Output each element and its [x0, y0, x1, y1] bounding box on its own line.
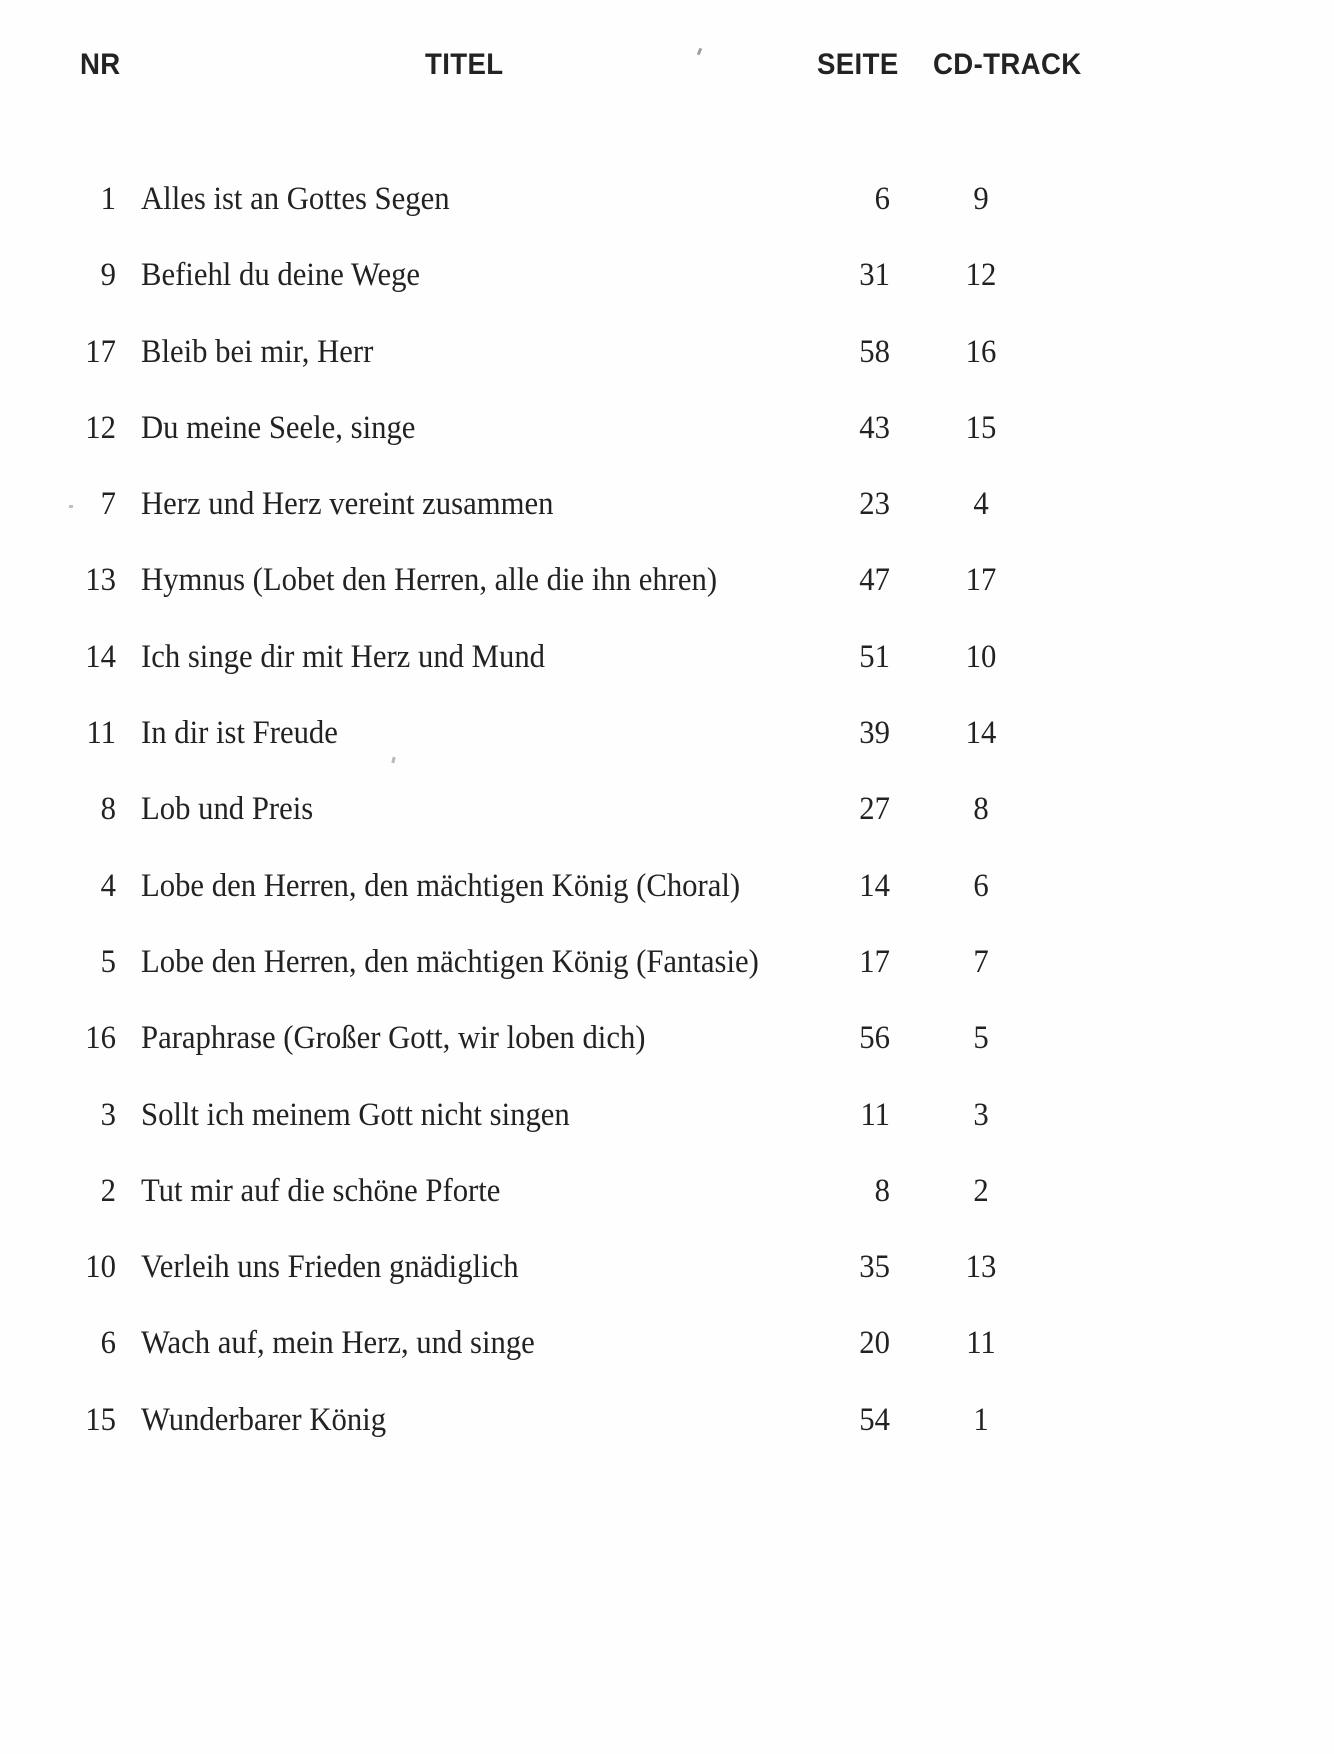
row-nr: 3: [100, 1096, 116, 1133]
row-cd-track: 9: [973, 181, 989, 217]
row-page: 6: [874, 181, 890, 217]
row-title: Tut mir auf die schöne Pforte: [141, 1172, 501, 1209]
row-cd-track: 10: [965, 638, 997, 675]
row-title: Alles ist an Gottes Segen: [141, 181, 450, 217]
row-title: Ich singe dir mit Herz und Mund: [141, 638, 546, 675]
column-header-nr: NR: [80, 48, 121, 81]
table-row: [0, 557, 1334, 633]
table-row: [0, 1320, 1334, 1396]
row-nr: 5: [100, 943, 116, 980]
table-row: [0, 1397, 1334, 1473]
table-row: [0, 405, 1334, 481]
row-title: Bleib bei mir, Herr: [141, 333, 374, 370]
row-cd-track: 17: [965, 562, 997, 599]
row-page: 31: [859, 257, 890, 294]
table-row: [0, 176, 1334, 252]
row-title: In dir ist Freude: [141, 715, 338, 752]
row-cd-track: 13: [965, 1249, 997, 1286]
table-row: [0, 329, 1334, 405]
row-title: Lobe den Herren, den mächtigen König (Fantasie): [141, 943, 759, 980]
row-cd-track: 11: [966, 1325, 996, 1362]
row-title: Paraphrase (Großer Gott, wir loben dich): [141, 1020, 646, 1057]
row-page: 20: [859, 1325, 890, 1362]
row-title: Lobe den Herren, den mächtigen König (Choral): [141, 867, 741, 904]
column-header-seite: SEITE: [817, 48, 899, 81]
row-page: 27: [859, 791, 890, 828]
column-header-titel: TITEL: [425, 48, 504, 81]
table-row: [0, 863, 1334, 939]
row-nr: 6: [100, 1325, 116, 1362]
table-header-row: [0, 48, 1334, 100]
row-cd-track: 14: [965, 715, 997, 752]
row-nr: 1: [100, 181, 116, 217]
row-nr: 11: [86, 715, 116, 752]
row-nr: 2: [100, 1172, 116, 1209]
row-cd-track: 2: [973, 1172, 989, 1209]
row-nr: 15: [85, 1401, 116, 1438]
row-page: 35: [859, 1249, 890, 1286]
row-title: Hymnus (Lobet den Herren, alle die ihn ehren): [141, 562, 718, 599]
row-title: Lob und Preis: [141, 791, 314, 828]
row-nr: 8: [100, 791, 116, 828]
row-title: Du meine Seele, singe: [141, 409, 416, 446]
table-row: [0, 1244, 1334, 1320]
row-page: 39: [859, 715, 890, 752]
row-nr: 7: [100, 486, 116, 523]
table-row: [0, 939, 1334, 1015]
row-page: 56: [859, 1020, 890, 1057]
row-nr: 17: [85, 333, 116, 370]
row-page: 43: [859, 409, 890, 446]
row-nr: 14: [85, 638, 116, 675]
row-page: 54: [859, 1401, 890, 1438]
row-cd-track: 4: [973, 486, 989, 523]
table-body: [0, 176, 1334, 1473]
row-title: Verleih uns Frieden gnädiglich: [141, 1249, 519, 1286]
row-page: 8: [874, 1172, 890, 1209]
row-cd-track: 15: [965, 409, 997, 446]
row-title: Befiehl du deine Wege: [141, 257, 421, 294]
row-nr: 12: [85, 409, 116, 446]
row-page: 58: [859, 333, 890, 370]
table-row: [0, 1092, 1334, 1168]
table-row: [0, 786, 1334, 862]
row-page: 47: [859, 562, 890, 599]
table-row: [0, 481, 1334, 557]
row-page: 51: [859, 638, 890, 675]
row-cd-track: 7: [973, 943, 989, 980]
column-header-cd-track: CD-TRACK: [933, 48, 1082, 81]
row-title: Wach auf, mein Herz, und singe: [141, 1325, 535, 1362]
row-nr: 16: [85, 1020, 116, 1057]
row-cd-track: 1: [973, 1401, 989, 1438]
row-nr: 9: [100, 257, 116, 294]
row-cd-track: 8: [973, 791, 989, 828]
row-cd-track: 12: [965, 257, 997, 294]
row-title: Sollt ich meinem Gott nicht singen: [141, 1096, 570, 1133]
row-cd-track: 3: [973, 1096, 989, 1133]
row-cd-track: 6: [973, 867, 989, 904]
row-page: 23: [859, 486, 890, 523]
row-cd-track: 5: [973, 1020, 989, 1057]
table-row: [0, 1168, 1334, 1244]
table-row: [0, 252, 1334, 328]
table-row: [0, 710, 1334, 786]
table-row: [0, 634, 1334, 710]
table-row: [0, 1015, 1334, 1091]
row-nr: 13: [85, 562, 116, 599]
row-title: Herz und Herz vereint zusammen: [141, 486, 554, 523]
row-page: 17: [859, 943, 890, 980]
row-cd-track: 16: [965, 333, 997, 370]
row-nr: 10: [85, 1249, 116, 1286]
row-title: Wunderbarer König: [141, 1401, 387, 1438]
row-page: 11: [860, 1096, 890, 1133]
row-nr: 4: [100, 867, 116, 904]
row-page: 14: [859, 867, 890, 904]
